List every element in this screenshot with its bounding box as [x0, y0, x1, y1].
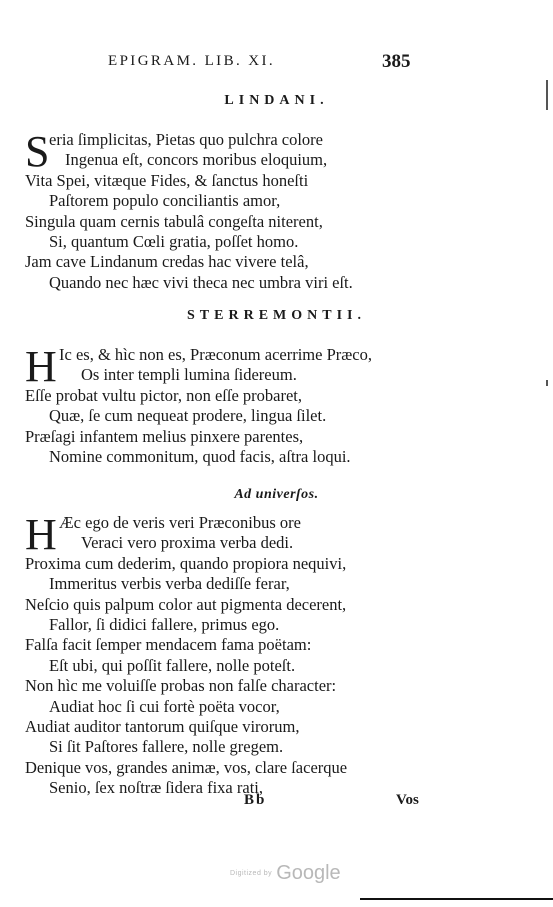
verse-line: Præſagi infantem melius pinxere parentes,: [25, 426, 304, 446]
bottom-rule: [360, 898, 553, 900]
verse-line: Eſſe probat vultu pictor, non eſſe probaret,: [25, 385, 303, 405]
page-header: [0, 53, 553, 77]
watermark-prefix: Digitized by: [230, 870, 273, 878]
section-title: Ad univerſos.: [234, 487, 319, 502]
digitization-watermark: [230, 862, 341, 885]
verse-line: Ingenua eſt, concors moribus eloquium,: [65, 150, 328, 170]
watermark-brand: Google: [276, 862, 341, 884]
page-edge-mark: [546, 80, 548, 110]
verse-line: Non hìc me voluiſſe probas non falſe character:: [25, 676, 337, 696]
verse-line: Ic es, & hìc non es, Præconum acerrime Præco,: [59, 345, 372, 364]
verse-line: Veraci vero proxima verba dedi.: [81, 533, 294, 553]
verse-line: Eſt ubi, qui poſſit fallere, nolle poteſt.: [49, 655, 296, 675]
verse-line: eria ſimplicitas, Pietas quo pulchra colore: [49, 130, 323, 149]
verse-line: Falſa facit ſemper mendacem fama poëtam:: [25, 635, 312, 655]
section-title: LINDANI.: [224, 93, 329, 108]
page-edge-mark: [546, 380, 548, 386]
verse-line: Fallor, ſi didici fallere, primus ego.: [49, 614, 280, 634]
verse-line: Audiat hoc ſi cui fortè poëta vocor,: [49, 696, 280, 716]
verse-line: Si ſit Paſtores fallere, nolle gregem.: [49, 737, 284, 757]
poem-ad-universos: [25, 510, 535, 798]
verse-line: Proxima cum dederim, quando propiora nequivi,: [25, 553, 347, 573]
verse-line: Quæ, ſe cum nequeat prodere, lingua ſilet.: [49, 406, 327, 426]
verse-line: Quando nec hæc vivi theca nec umbra viri eſt.: [49, 272, 353, 292]
verse-line: Neſcio quis palpum color aut pigmenta decerent,: [25, 594, 347, 614]
verse-line: Senio, ſex noſtræ ſidera fixa rati,: [49, 778, 263, 798]
verse-line: Paſtorem populo conciliantis amor,: [49, 191, 281, 211]
section-title: STERREMONTII.: [187, 308, 366, 323]
signature-mark: Bb: [244, 792, 267, 808]
drop-cap: H: [25, 510, 57, 559]
verse-line: Si, quantum Cœli gratia, poſſet homo.: [49, 231, 299, 251]
page-number: 385: [382, 51, 411, 72]
verse-line: Immeritus verbis verba dediſſe ferar,: [49, 574, 290, 594]
poem-lindani: [25, 127, 535, 293]
verse-line: Jam cave Lindanum credas hac vivere telâ,: [25, 252, 309, 272]
verse-line: Vita Spei, vitæque Fides, & ſanctus honeſti: [25, 170, 309, 190]
drop-cap: H: [25, 342, 57, 391]
catchword: Vos: [396, 792, 419, 808]
drop-cap: S: [25, 127, 50, 176]
verse-line: Os inter templi lumina ſidereum.: [81, 365, 297, 385]
verse-line: Singula quam cernis tabulâ congeſta niterent,: [25, 211, 323, 231]
poem-sterremontii: [25, 342, 535, 467]
verse-line: Æc ego de veris veri Præconibus ore: [59, 513, 301, 532]
verse-line: Nomine commonitum, quod facis, aſtra loqui.: [49, 446, 351, 466]
running-head: EPIGRAM. LIB. XI.: [108, 53, 276, 69]
verse-line: Audiat auditor tantorum quiſque virorum,: [25, 716, 300, 736]
verse-line: Denique vos, grandes animæ, vos, clare ſacerque: [25, 757, 348, 777]
